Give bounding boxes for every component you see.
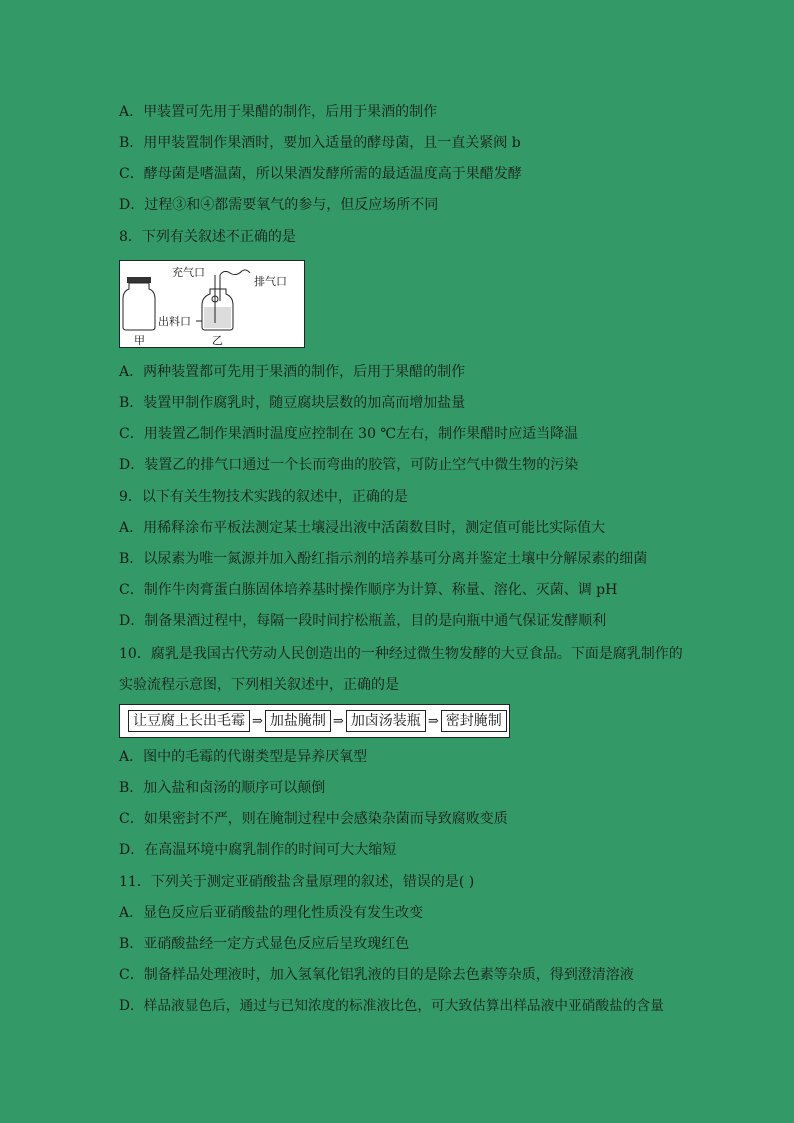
q8-option-d: D．装置乙的排气口通过一个长而弯曲的胶管，可防止空气中微生物的污染 [119, 457, 579, 473]
q7-option-b: B．用甲装置制作果酒时，要加入适量的酵母菌，且一直关紧阀 b [119, 135, 521, 151]
q8-option-c: C．用装置乙制作果酒时温度应控制在 30 ℃左右，制作果醋时应适当降温 [119, 426, 579, 442]
q9-option-b: B．以尿素为唯一氮源并加入酚红指示剂的培养基可分离并鉴定土壤中分解尿素的细菌 [119, 551, 648, 567]
q11-stem: 11．下列关于测定亚硝酸盐含量原理的叙述，错误的是( ) [119, 874, 475, 890]
q7-option-a: A．甲装置可先用于果醋的制作，后用于果酒的制作 [119, 104, 438, 120]
q10-stem-line1: 10．腐乳是我国古代劳动人民创造出的一种经过微生物发酵的大豆食品。下面是腐乳制作的 [119, 646, 683, 662]
flow-step-4: 密封腌制 [441, 710, 507, 732]
q11-option-b: B．亚硝酸盐经一定方式显色反应后呈玫瑰红色 [119, 936, 410, 952]
fermentation-apparatus-figure [119, 260, 305, 348]
curved-hose [220, 270, 250, 275]
q10-option-b: B．加入盐和卤汤的顺序可以颠倒 [119, 780, 326, 796]
q8-stem: 8．下列有关叙述不正确的是 [119, 229, 296, 245]
flow-step-2: 加盐腌制 [265, 710, 331, 732]
label-jia: 甲 [134, 334, 145, 347]
bottle-cap [127, 277, 151, 283]
flow-arrow-icon: ⇒ [427, 713, 439, 729]
q10-option-d: D．在高温环境中腐乳制作的时间可大大缩短 [119, 842, 397, 858]
q9-option-c: C．制作牛肉膏蛋白胨固体培养基时操作顺序为计算、称量、溶化、灭菌、调 pH [119, 582, 618, 598]
q8-option-b: B．装置甲制作腐乳时，随豆腐块层数的加高而增加盐量 [119, 395, 466, 411]
q9-option-d: D．制备果酒过程中，每隔一段时间拧松瓶盖，目的是向瓶中通气保证发酵顺利 [119, 613, 607, 629]
q9-stem: 9．以下有关生物技术实践的叙述中，正确的是 [119, 489, 408, 505]
liquid-fill [204, 307, 231, 328]
q9-option-a: A．用稀释涂布平板法测定某土壤浸出液中活菌数目时，测定值可能比实际值大 [119, 520, 606, 536]
flow-step-1: 让豆腐上长出毛霉 [128, 710, 250, 732]
q10-stem-line2: 实验流程示意图，下列相关叙述中，正确的是 [119, 677, 399, 693]
label-outlet: 排气口 [254, 275, 287, 288]
q11-option-d: D．样品液显色后，通过与已知浓度的标准液比色，可大致估算出样品液中亚硝酸盐的含量 [119, 998, 664, 1014]
q11-option-c: C．制备样品处理液时，加入氢氧化铝乳液的目的是除去色素等杂质，得到澄清溶液 [119, 967, 634, 983]
label-yi: 乙 [212, 334, 223, 347]
q10-option-c: C．如果密封不严，则在腌制过程中会感染杂菌而导致腐败变质 [119, 811, 508, 827]
tofu-process-flowchart [119, 704, 510, 738]
flow-arrow-icon: ⇒ [332, 713, 344, 729]
flow-arrow-icon: ⇒ [252, 713, 263, 729]
bottle-jia [123, 283, 155, 330]
q7-option-d: D．过程③和④都需要氧气的参与，但反应场所不同 [119, 197, 439, 213]
q11-option-a: A．显色反应后亚硝酸盐的理化性质没有发生改变 [119, 905, 424, 921]
q8-option-a: A．两种装置都可先用于果酒的制作，后用于果醋的制作 [119, 364, 466, 380]
label-inlet: 充气口 [172, 266, 205, 279]
q7-option-c: C．酵母菌是嗜温菌，所以果酒发酵所需的最适温度高于果醋发酵 [119, 166, 522, 182]
flow-step-3: 加卤汤装瓶 [346, 710, 426, 732]
label-discharge: 出料口 [158, 315, 191, 328]
q10-option-a: A．图中的毛霉的代谢类型是异养厌氧型 [119, 749, 368, 765]
